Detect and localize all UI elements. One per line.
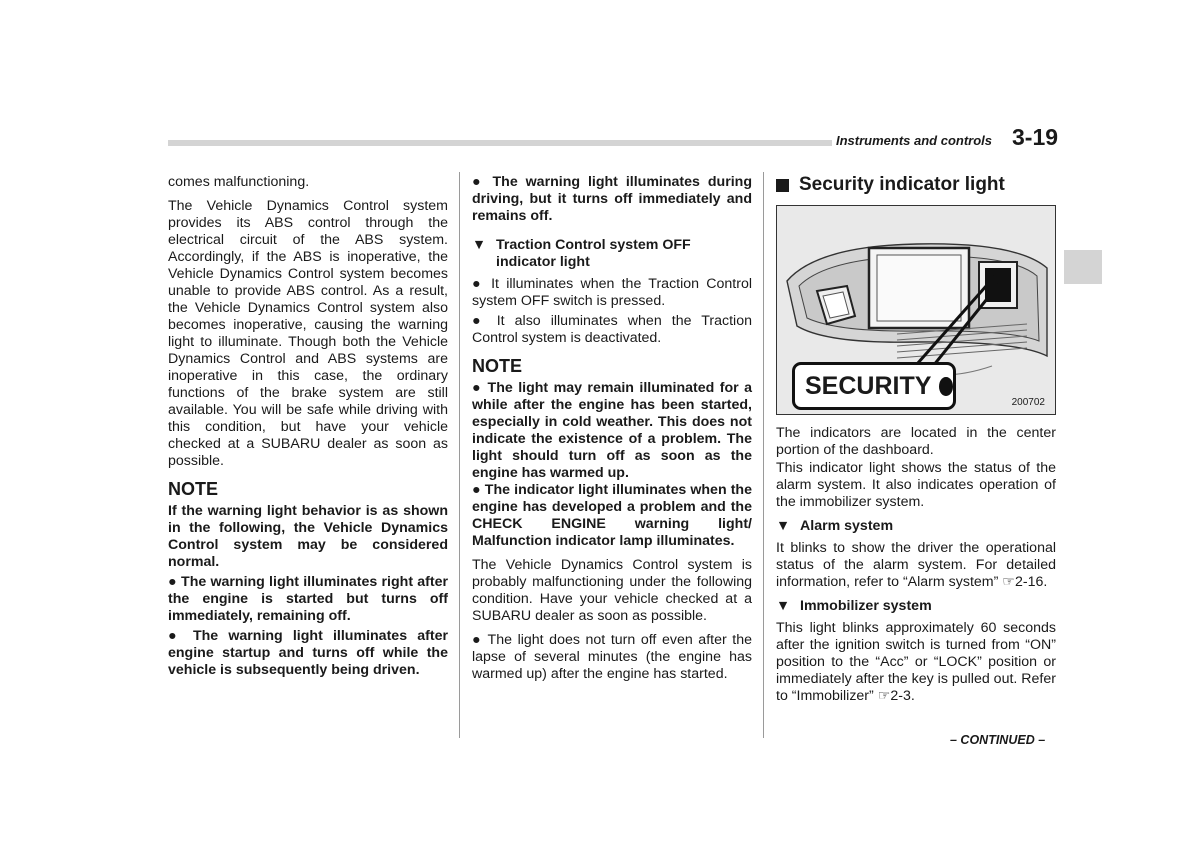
black-square-icon [776,179,789,192]
down-triangle-icon: ▼ [776,518,791,534]
right-column [776,174,1056,712]
paragraph: The Vehicle Dynamics Control system is probably malfunctioning under the following condition. Have your vehicle checked at a SUBARU dealer as soon as possible. [472,557,752,624]
note-bullet: ● The warning light illuminates right after the engine is started but turns off immediately, remaining off. [168,574,448,624]
dashboard-illustration [776,205,1056,415]
bullet: ● It illuminates when the Traction Control system OFF switch is pressed. [472,276,752,309]
paragraph: This indicator light shows the status of the alarm system. It also indicates operation of the immobilizer system. [776,460,1056,510]
paragraph: The indicators are located in the center portion of the dashboard. [776,425,1056,458]
note-bullet: ● The warning light illuminates after engine startup and turns off while the vehicle is subsequently being driven. [168,628,448,678]
note-text: If the warning light behavior is as shown in the following, the Vehicle Dynamics Control system may be considered normal. [168,503,448,570]
down-triangle-icon: ▼ [776,598,791,614]
paragraph: This light blinks approximately 60 seconds after the ignition switch is turned from “ON” position to the “Acc” or “LOCK” position or immediately after the key is pulled out. Refer to “Immobilizer” ☞2-3. [776,620,1056,704]
security-label-text: SECURITY [805,372,932,400]
figure-code: 200702 [1011,397,1045,408]
down-triangle-icon: ▼ [472,237,487,253]
chapter-tab [1064,250,1102,284]
continued-marker: – CONTINUED – [950,733,1046,747]
note-bullet: ● The light may remain illuminated for a while after the engine has been started, especially in cold weather. This does not indicate the existence of a problem. The light should turn off as soon as the engine has warmed up. [472,380,752,481]
indicator-dot-icon [939,377,953,396]
subheading-text: Traction Control system OFF indicator light [496,237,691,270]
column-divider [459,172,460,738]
middle-column [472,174,752,690]
section-title: Instruments and controls [836,133,993,148]
left-column [168,174,448,686]
bullet: ● The warning light illuminates during driving, but it turns off immediately and remains off. [472,174,752,224]
column-divider [763,172,764,738]
page-number: 3-19 [1012,124,1059,150]
paragraph: It blinks to show the driver the operational status of the alarm system. For detailed information, refer to “Alarm system” ☞2-16. [776,540,1056,590]
bullet: ● The light does not turn off even after the lapse of several minutes (the engine has warmed up) after the engine has started. [472,632,752,682]
subheading-traction-control [472,237,752,271]
note-bullet: ● The indicator light illuminates when the engine has developed a problem and the CHECK ENGINE warning light/ Malfunction indicator lamp illuminates. [472,482,752,549]
bullet: ● It also illuminates when the Traction Control system is deactivated. [472,313,752,346]
subheading-alarm-system [776,518,1056,535]
note-heading: NOTE [168,479,219,499]
paragraph: comes malfunctioning. [168,174,310,190]
subheading-text: Immobilizer system [800,598,932,614]
subheading-text: Alarm system [800,518,894,534]
section-heading [776,174,1056,196]
subheading-immobilizer-system [776,598,1056,615]
paragraph: The Vehicle Dynamics Control system provides its ABS control through the electrical circuit of the ABS system. Accordingly, if the ABS is inoperative, the Vehicle Dynamics Control system becomes unable to provide ABS control. As a result, the Vehicle Dynamics Control system also becomes inoperative, causing the warning light to illuminate. Though both the Vehicle Dynamics Control and ABS systems are inoperative in this case, the ordinary functions of the brake system are still available. You will be safe while driving with this condition, but have your vehicle checked at a SUBARU dealer as soon as possible. [168,198,448,469]
security-callout-label [792,362,956,410]
note-heading: NOTE [472,356,523,376]
header-bar [168,140,832,146]
section-heading-text: Security indicator light [799,174,1005,195]
